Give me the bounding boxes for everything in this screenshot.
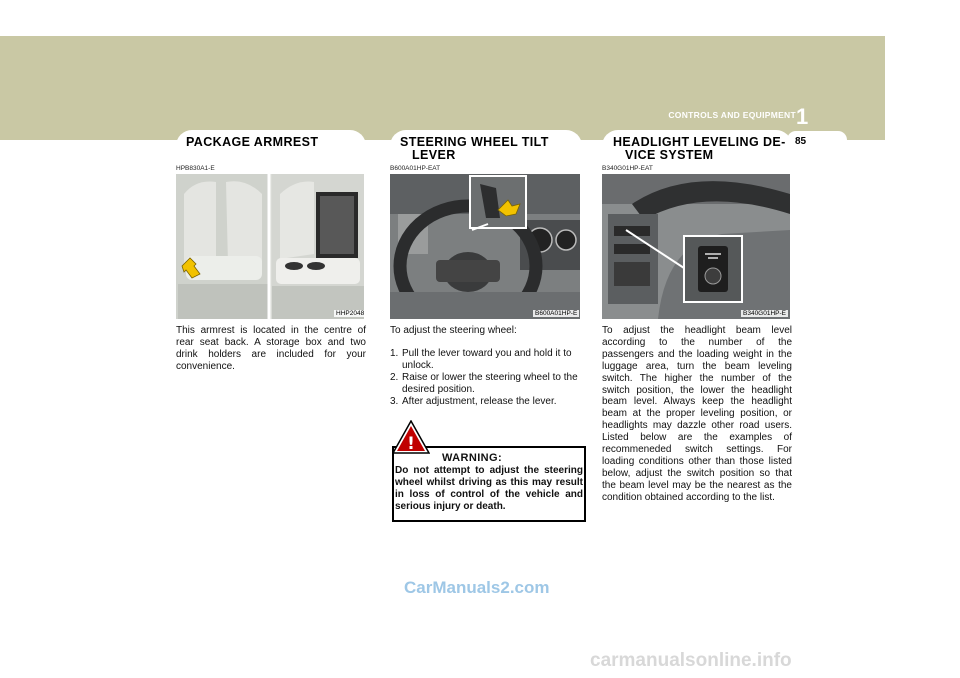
list-item: 3. After adjustment, release the lever. xyxy=(390,395,557,407)
headlight-photo xyxy=(602,174,790,319)
svg-text:!: ! xyxy=(407,434,415,454)
section-code-headlight: B340G01HP-EAT xyxy=(602,165,653,172)
page-number: 85 xyxy=(795,136,807,147)
section-title-steering: STEERING WHEEL TILT LEVER xyxy=(400,135,549,162)
headlight-body-text: To adjust the headlight beam level according to the number of the passengers and the loading weight in the luggage area, turn the beam leveling switch. The higher the number of the switch position, the lower the headlight beam level. Always keep the headlight beam at the proper leveling position, or headlights may dazzle other road users. Listed below are the examples of recommeneded switch settings. For loading conditions other than those listed below, adjust the switch position so that the beam level may be the nearest as the condition obtained according to the list. xyxy=(602,325,792,503)
watermark-carmanualsonline: carmanualsonline.info xyxy=(590,650,792,671)
section-title-armrest: PACKAGE ARMREST xyxy=(186,135,319,149)
section-code-armrest: HPB830A1-E xyxy=(176,165,215,172)
warning-title: WARNING: xyxy=(442,452,503,464)
warning-text: Do not attempt to adjust the steering wheel whilst driving as this may result in loss of control of the vehicle and serious injury or death. xyxy=(395,465,583,512)
headlight-image-caption: B340G01HP-E xyxy=(743,310,786,317)
warning-triangle-icon xyxy=(392,420,430,454)
steering-photo xyxy=(390,174,580,319)
steering-intro: To adjust the steering wheel: xyxy=(390,325,517,336)
section-title-headlight: HEADLIGHT LEVELING DE- VICE SYSTEM xyxy=(613,135,786,162)
armrest-image-caption: HHP2048 xyxy=(336,310,365,317)
header-band xyxy=(0,36,885,140)
list-item: 2. Raise or lower the steering wheel to the desired position. xyxy=(390,371,578,395)
steering-image-caption: B600A01HP-E xyxy=(535,310,578,317)
chapter-label: CONTROLS AND EQUIPMENT xyxy=(668,110,796,120)
armrest-body-text: This armrest is located in the centre of rear seat back. A storage box and two drink holders are included for your convenience. xyxy=(176,325,366,372)
armrest-photo xyxy=(176,174,364,319)
steering-steps xyxy=(390,348,582,408)
list-item: 1. Pull the lever toward you and hold it to unlock. xyxy=(390,348,572,371)
watermark-carmanuals2: CarManuals2.com xyxy=(404,578,550,597)
chapter-number: 1 xyxy=(796,104,809,129)
section-code-steering: B600A01HP-EAT xyxy=(390,165,441,172)
